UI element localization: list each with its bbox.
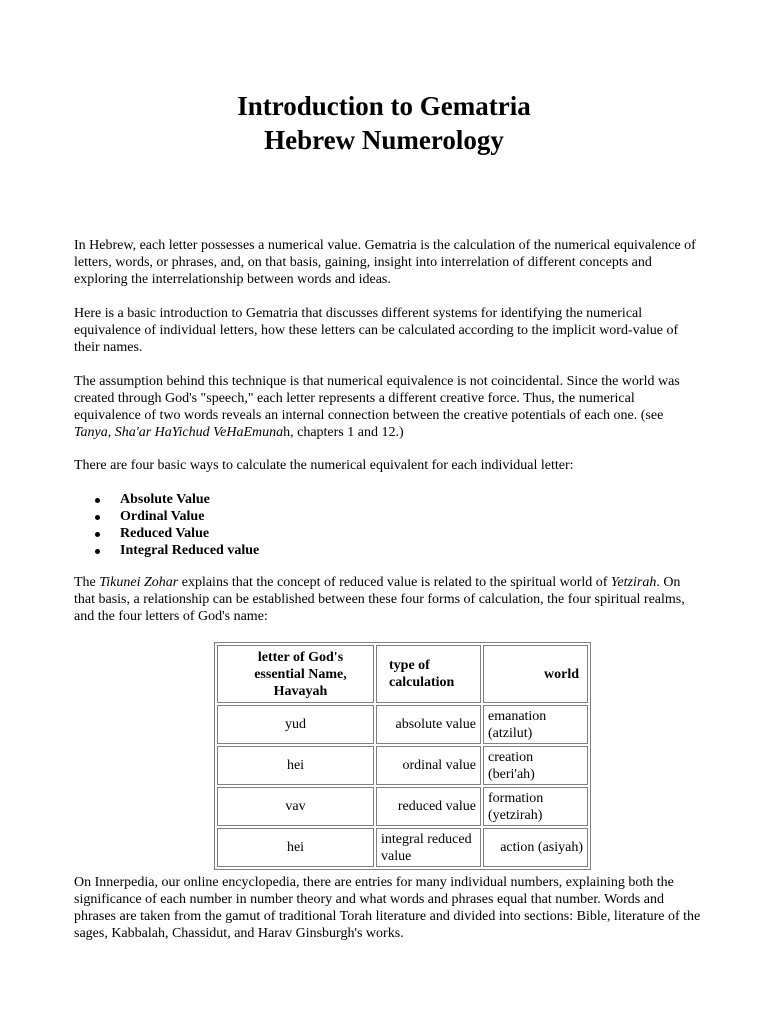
cell-calculation <box>376 787 481 826</box>
cell-world <box>483 828 588 867</box>
page-subtitle: Hebrew Numerology <box>264 125 504 155</box>
list-item-label: Integral Reduced value <box>120 543 260 558</box>
tikunei-zohar-paragraph <box>74 574 704 625</box>
cell-calculation <box>376 705 481 744</box>
cell-calculation-text: ordinal value <box>402 758 476 773</box>
cell-calculation <box>376 746 481 785</box>
bullet-icon <box>95 549 100 554</box>
innerpedia-paragraph: On Innerpedia, our online encyclopedia, there are entries for many individual numbers, explaining both the significance of each number in number theory and what words and phrases equal that number. Words and phrases are taken from the gamut of traditional Torah literature and divided into sections: Bible, literature of the sages, Kabbalah, Chassidut, and Harav Ginsburgh's works. <box>74 875 701 941</box>
bullet-icon <box>95 498 100 503</box>
list-item-label: Reduced Value <box>120 526 210 541</box>
methods-intro-paragraph: There are four basic ways to calculate the numerical equivalent for each individual letter: <box>74 458 574 473</box>
tanya-reference: Tanya <box>74 425 108 440</box>
cell-world-text: creation (beri'ah) <box>488 749 535 782</box>
p5-text-a: The <box>74 575 100 590</box>
header-letter: letter of God's essential Name, Havayah <box>217 645 374 703</box>
calculation-methods-list <box>74 491 259 559</box>
overview-paragraph: Here is a basic introduction to Gematria that discusses different systems for identifying the numerical equivalence of individual letters, how these letters can be calculated according to the implicit word-value of their names. <box>74 306 679 355</box>
cell-world-text: action (asiyah) <box>500 840 583 855</box>
table-row <box>217 705 588 744</box>
list-item <box>74 525 259 542</box>
p5-text-b: explains that the concept of reduced value is related to the spiritual world of <box>178 575 611 590</box>
cell-world <box>483 787 588 826</box>
cell-world <box>483 746 588 785</box>
list-item <box>74 491 259 508</box>
cell-world-text: formation (yetzirah) <box>488 790 544 823</box>
list-item <box>74 508 259 525</box>
header-world: world <box>483 645 588 703</box>
calculation-table <box>214 642 591 870</box>
cell-world-text: emanation (atzilut) <box>488 708 547 741</box>
header-calculation: type of calculation <box>376 645 481 703</box>
table-row <box>217 746 588 785</box>
cell-letter: hei <box>217 746 374 785</box>
cell-calculation-text: absolute value <box>395 717 476 732</box>
table-row <box>217 828 588 867</box>
cell-calculation-text: integral reduced value <box>381 831 472 864</box>
cell-world <box>483 705 588 744</box>
cell-letter: hei <box>217 828 374 867</box>
intro-paragraph: In Hebrew, each letter possesses a numerical value. Gematria is the calculation of the numerical equivalence of letters, words, or phrases, and, on that basis, gaining, insight into interrelation of different concepts and exploring the interrelationship between words and ideas. <box>74 238 696 287</box>
cell-letter: vav <box>217 787 374 826</box>
assumption-paragraph <box>74 373 704 441</box>
yetzirah-term: Yetzirah <box>610 575 657 590</box>
list-item-label: Absolute Value <box>120 492 210 507</box>
cell-calculation-text: reduced value <box>397 799 476 814</box>
shaar-reference: Sha'ar HaYichud VeHaEmuna <box>114 425 284 440</box>
reference-chapters: h, chapters 1 and 12.) <box>283 425 404 440</box>
list-item-label: Ordinal Value <box>120 509 205 524</box>
table-header-row <box>217 645 588 703</box>
table-row <box>217 787 588 826</box>
bullet-icon <box>95 532 100 537</box>
assumption-text: The assumption behind this technique is that numerical equivalence is not coincidental. Since the world was created through God's "speech," each letter represents a different creative force. Thus, the numerical equivalence of two words reveals an internal connection between the creative potentials of each one. (see <box>74 374 680 423</box>
reference-separator: , <box>107 425 115 440</box>
p5-text-c: . On that basis, a relationship can be established between these four forms of calculation, the four spiritual realms, and the four letters of God's name: <box>74 575 685 624</box>
cell-letter: yud <box>217 705 374 744</box>
tikunei-zohar-term: Tikunei Zohar <box>99 575 179 590</box>
cell-calculation <box>376 828 481 867</box>
bullet-icon <box>95 515 100 520</box>
page-title: Introduction to Gematria <box>237 91 531 121</box>
list-item <box>74 542 259 559</box>
